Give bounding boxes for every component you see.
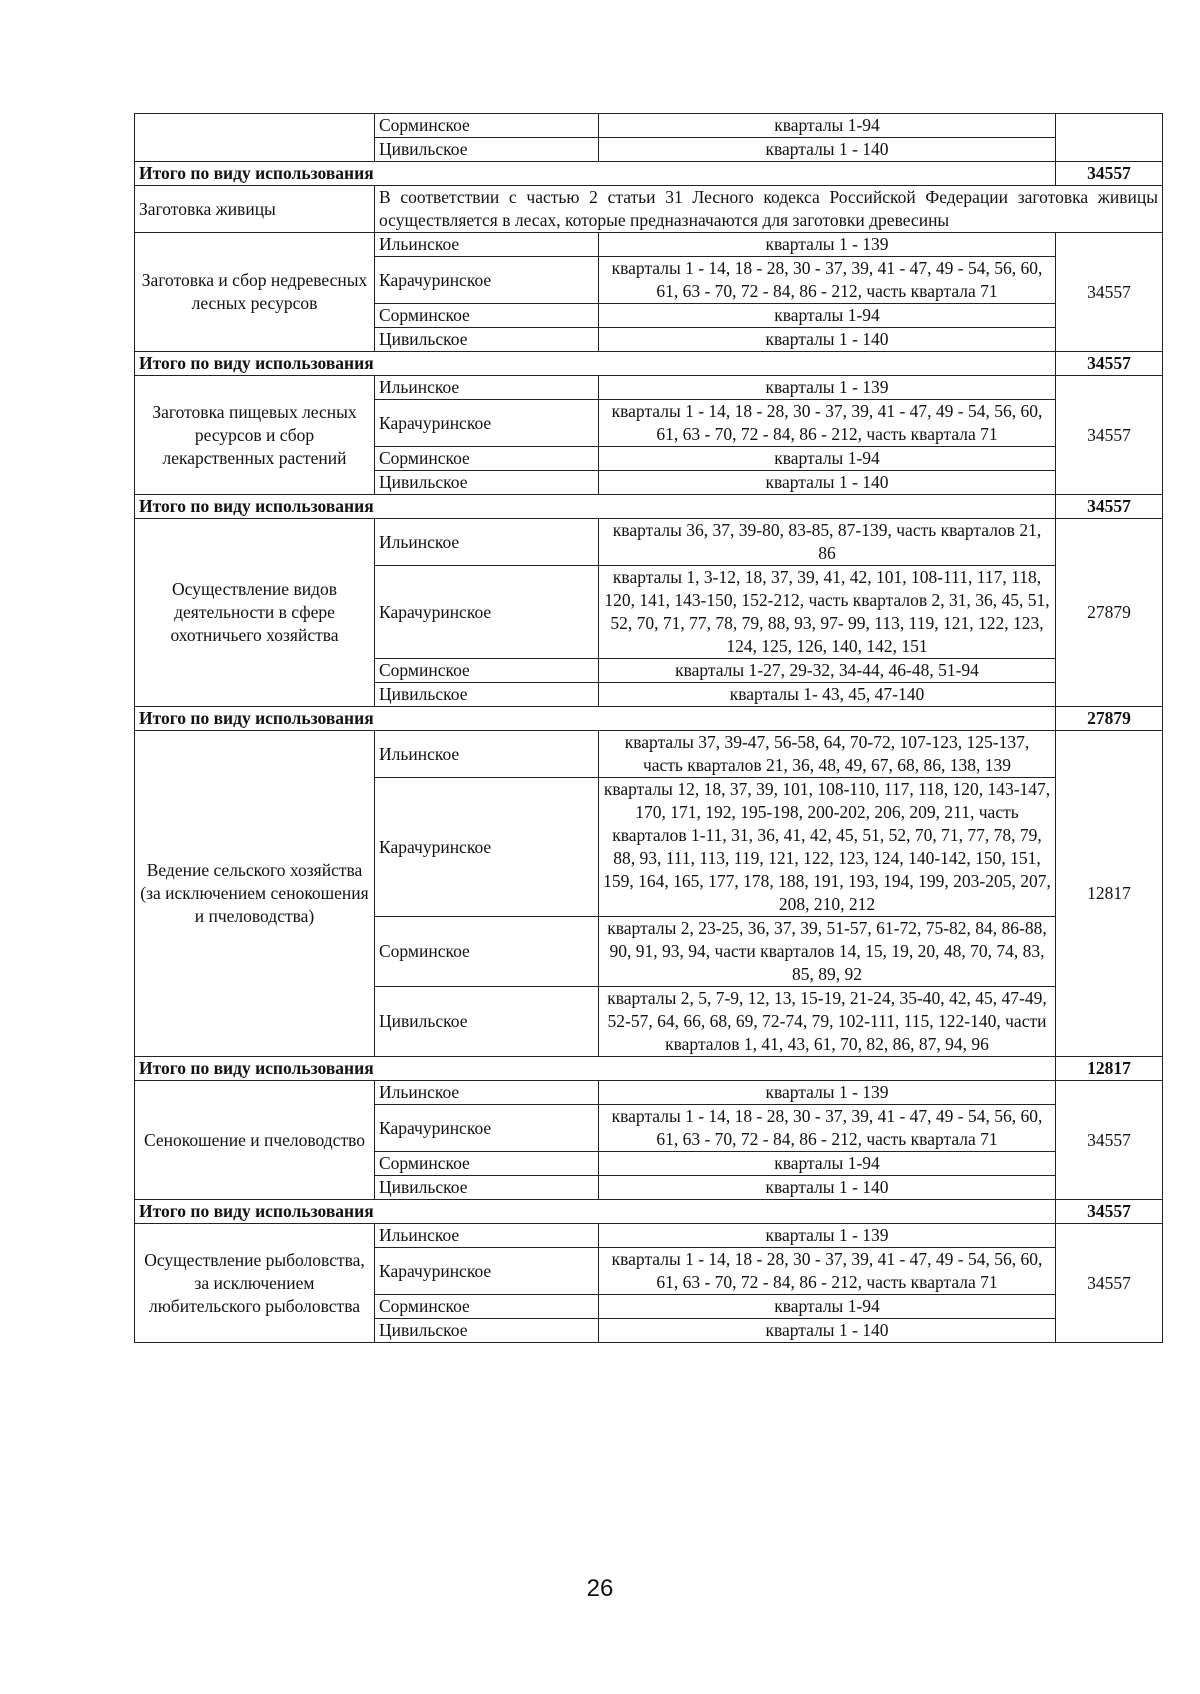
table-row [135,731,1163,778]
area-cell: 12817 [1056,731,1163,1057]
total-row [135,707,1163,731]
forestry-cell: Ильинское [375,233,599,257]
area-cell: 34557 [1056,233,1163,352]
quarters-cell: кварталы 12, 18, 37, 39, 101, 108-110, 117, 118, 120, 143-147, 170, 171, 192, 195-198, 200-202, 206, 209, 211, часть кварталов 1-11, 31, 36, 41, 42, 45, 51, 52, 70, 71, 77, 78, 79, 88, 93, 111, 113, 119, 121, 122, 123, 124, 140-142, 150, 151, 159, 164, 165, 177, 178, 188, 191, 193, 194, 199, 203-205, 207, 208, 210, 212 [599,778,1056,917]
forestry-cell: Цивильское [375,328,599,352]
forestry-cell: Сорминское [375,114,599,138]
forestry-cell: Сорминское [375,917,599,987]
quarters-cell: кварталы 1 - 140 [599,1176,1056,1200]
table-row [135,1224,1163,1248]
quarters-cell: кварталы 1 - 139 [599,233,1056,257]
forestry-cell: Сорминское [375,1295,599,1319]
forestry-cell: Карачуринское [375,257,599,304]
total-row [135,162,1163,186]
quarters-cell: кварталы 2, 5, 7-9, 12, 13, 15-19, 21-24, 35-40, 42, 45, 47-49, 52-57, 64, 66, 68, 69, 72-74, 79, 102-111, 115, 122-140, части кварталов 1, 41, 43, 61, 70, 82, 86, 87, 94, 96 [599,987,1056,1057]
quarters-cell: кварталы 1 - 14, 18 - 28, 30 - 37, 39, 41 - 47, 49 - 54, 56, 60, 61, 63 - 70, 72 - 84, 86 - 212, часть квартала 71 [599,1248,1056,1295]
forest-use-table [134,113,1163,1343]
table-row [135,1081,1163,1105]
total-label: Итого по виду использования [135,1200,1056,1224]
quarters-cell: кварталы 1- 43, 45, 47-140 [599,683,1056,707]
usage-type-cell: Ведение сельского хозяйства (за исключением сенокошения и пчеловодства) [135,731,375,1057]
area-cell [1056,114,1163,162]
quarters-cell: кварталы 1, 3-12, 18, 37, 39, 41, 42, 101, 108-111, 117, 118, 120, 141, 143-150, 152-212, часть кварталов 2, 31, 36, 45, 51, 52, 70, 71, 77, 78, 79, 88, 93, 97- 99, 113, 119, 121, 122, 123, 124, 125, 126, 140, 142, 151 [599,566,1056,659]
quarters-cell: кварталы 1 - 139 [599,1081,1056,1105]
total-label: Итого по виду использования [135,707,1056,731]
area-cell: 34557 [1056,1224,1163,1343]
total-row [135,495,1163,519]
total-value: 34557 [1056,495,1163,519]
quarters-cell: кварталы 1-94 [599,1152,1056,1176]
quarters-cell: кварталы 1 - 140 [599,328,1056,352]
quarters-cell: кварталы 1-94 [599,114,1056,138]
total-label: Итого по виду использования [135,352,1056,376]
forestry-cell: Ильинское [375,376,599,400]
usage-type-cell: Заготовка и сбор недревесных лесных ресурсов [135,233,375,352]
forestry-cell: Карачуринское [375,400,599,447]
quarters-cell: кварталы 1 - 140 [599,471,1056,495]
forestry-cell: Сорминское [375,659,599,683]
quarters-cell: кварталы 1 - 140 [599,138,1056,162]
quarters-cell: кварталы 1-94 [599,447,1056,471]
forestry-cell: Карачуринское [375,1105,599,1152]
quarters-cell: кварталы 2, 23-25, 36, 37, 39, 51-57, 61-72, 75-82, 84, 86-88, 90, 91, 93, 94, части кварталов 14, 15, 19, 20, 48, 70, 74, 83, 85, 89, 92 [599,917,1056,987]
forestry-cell: Ильинское [375,731,599,778]
quarters-cell: кварталы 1-27, 29-32, 34-44, 46-48, 51-94 [599,659,1056,683]
total-label: Итого по виду использования [135,162,1056,186]
usage-type-cell: Заготовка пищевых лесных ресурсов и сбор лекарственных растений [135,376,375,495]
total-value: 12817 [1056,1057,1163,1081]
total-label: Итого по виду использования [135,495,1056,519]
forestry-cell: Ильинское [375,1081,599,1105]
table-row [135,233,1163,257]
forestry-cell: Сорминское [375,304,599,328]
table-row [135,376,1163,400]
total-row [135,352,1163,376]
quarters-cell: кварталы 36, 37, 39-80, 83-85, 87-139, часть кварталов 21, 86 [599,519,1056,566]
table-row [135,114,1163,138]
page-number: 26 [586,1575,614,1602]
forestry-cell: Цивильское [375,1319,599,1343]
usage-type-cell: Осуществление рыболовства, за исключением любительского рыболовства [135,1224,375,1343]
forestry-cell: Цивильское [375,987,599,1057]
usage-type-cell: Осуществление видов деятельности в сфере охотничьего хозяйства [135,519,375,707]
quarters-cell: кварталы 1 - 14, 18 - 28, 30 - 37, 39, 41 - 47, 49 - 54, 56, 60, 61, 63 - 70, 72 - 84, 86 - 212, часть квартала 71 [599,1105,1056,1152]
quarters-cell: кварталы 1-94 [599,304,1056,328]
forestry-cell: Цивильское [375,1176,599,1200]
area-cell: 34557 [1056,376,1163,495]
total-value: 34557 [1056,352,1163,376]
forestry-cell: Карачуринское [375,1248,599,1295]
total-label: Итого по виду использования [135,1057,1056,1081]
quarters-cell: кварталы 1 - 139 [599,1224,1056,1248]
note-cell: В соответствии с частью 2 статьи 31 Лесного кодекса Российской Федерации заготовка живицы осуществляется в лесах, которые предназначаются для заготовки древесины [375,186,1163,233]
quarters-cell: кварталы 1 - 140 [599,1319,1056,1343]
forestry-cell: Ильинское [375,519,599,566]
usage-type-cell: Заготовка живицы [135,186,375,233]
forestry-cell: Ильинское [375,1224,599,1248]
forestry-cell: Цивильское [375,683,599,707]
forestry-cell: Сорминское [375,1152,599,1176]
table-row [135,186,1163,233]
forestry-cell: Сорминское [375,447,599,471]
forestry-cell: Цивильское [375,471,599,495]
area-cell: 34557 [1056,1081,1163,1200]
forestry-cell: Цивильское [375,138,599,162]
usage-type-cell: Сенокошение и пчеловодство [135,1081,375,1200]
total-row [135,1200,1163,1224]
quarters-cell: кварталы 1 - 14, 18 - 28, 30 - 37, 39, 41 - 47, 49 - 54, 56, 60, 61, 63 - 70, 72 - 84, 86 - 212, часть квартала 71 [599,257,1056,304]
forestry-cell: Карачуринское [375,778,599,917]
table-row [135,519,1163,566]
total-value: 34557 [1056,162,1163,186]
quarters-cell: кварталы 1 - 139 [599,376,1056,400]
table-body [135,114,1163,1343]
forestry-cell: Карачуринское [375,566,599,659]
total-value: 34557 [1056,1200,1163,1224]
total-row [135,1057,1163,1081]
total-value: 27879 [1056,707,1163,731]
area-cell: 27879 [1056,519,1163,707]
quarters-cell: кварталы 1 - 14, 18 - 28, 30 - 37, 39, 41 - 47, 49 - 54, 56, 60, 61, 63 - 70, 72 - 84, 86 - 212, часть квартала 71 [599,400,1056,447]
quarters-cell: кварталы 37, 39-47, 56-58, 64, 70-72, 107-123, 125-137, часть кварталов 21, 36, 48, 49, 67, 68, 86, 138, 139 [599,731,1056,778]
quarters-cell: кварталы 1-94 [599,1295,1056,1319]
usage-type-cell [135,114,375,162]
